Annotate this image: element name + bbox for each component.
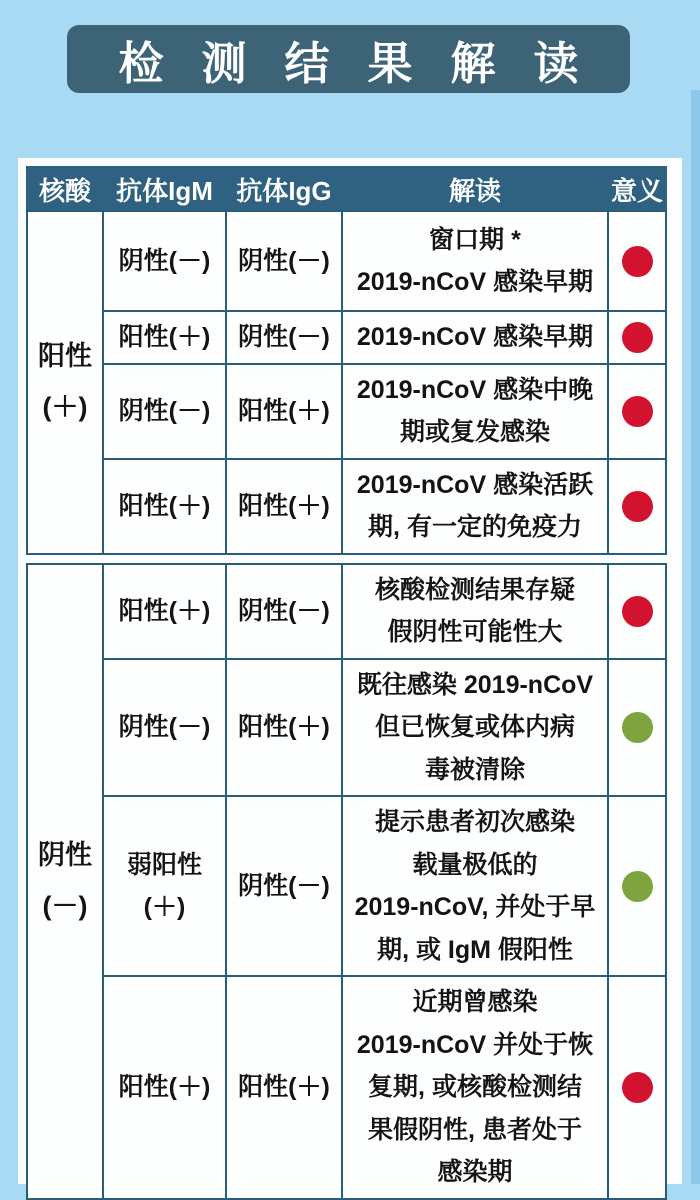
col-header-interpretation: 解读 [342,167,608,211]
col-header-igg: 抗体IgG [226,167,342,211]
title-banner [67,25,630,93]
igg-cell: 阴性(－) [226,796,342,976]
results-table-positive-section [26,166,667,555]
significance-dot [622,871,653,902]
col-header-significance: 意义 [608,167,666,211]
table-row [27,976,666,1199]
significance-dot [622,712,653,743]
interpretation-cell: 近期曾感染 2019-nCoV 并处于恢 复期, 或核酸检测结 果假阴性, 患者处于 感染期 [342,976,608,1199]
significance-cell [608,364,666,459]
col-header-igm: 抗体IgM [103,167,226,211]
interpretation-cell: 2019-nCoV 感染中晚 期或复发感染 [342,364,608,459]
interpretation-cell: 2019-nCoV 感染活跃 期, 有一定的免疫力 [342,459,608,554]
table-row [27,364,666,459]
significance-cell [608,796,666,976]
igg-cell: 阴性(－) [226,211,342,311]
significance-cell [608,211,666,311]
igg-cell: 阳性(＋) [226,459,342,554]
significance-dot [622,322,653,353]
significance-dot [622,596,653,627]
igm-cell: 阳性(＋) [103,976,226,1199]
results-table-negative-section [26,563,667,1200]
table-row [27,311,666,364]
igm-cell: 阴性(－) [103,364,226,459]
igg-cell: 阴性(－) [226,564,342,659]
table-row [27,564,666,659]
table-header-row [27,167,666,211]
significance-dot [622,246,653,277]
igg-cell: 阳性(＋) [226,364,342,459]
right-edge-strip [691,90,700,1184]
significance-cell [608,659,666,797]
nucleic-group-positive: 阳性 (＋) [27,211,103,554]
igm-cell: 阴性(－) [103,211,226,311]
interpretation-cell: 核酸检测结果存疑 假阴性可能性大 [342,564,608,659]
igm-cell: 阳性(＋) [103,311,226,364]
col-header-nucleic: 核酸 [27,167,103,211]
interpretation-cell: 2019-nCoV 感染早期 [342,311,608,364]
interpretation-cell: 既往感染 2019-nCoV 但已恢复或体内病 毒被清除 [342,659,608,797]
page-title: 检测结果解读 [118,37,617,89]
table-row [27,659,666,797]
igm-cell: 阳性(＋) [103,564,226,659]
significance-cell [608,976,666,1199]
igm-cell: 阴性(－) [103,659,226,797]
interpretation-cell: 窗口期 * 2019-nCoV 感染早期 [342,211,608,311]
significance-cell [608,311,666,364]
igg-cell: 阴性(－) [226,311,342,364]
igg-cell: 阳性(＋) [226,976,342,1199]
nucleic-group-negative: 阴性 (－) [27,564,103,1199]
igm-cell: 阳性(＋) [103,459,226,554]
table-card [18,158,682,1184]
interpretation-cell: 提示患者初次感染 载量极低的 2019-nCoV, 并处于早 期, 或 IgM 假阳性 [342,796,608,976]
significance-cell [608,564,666,659]
significance-dot [622,396,653,427]
igg-cell: 阳性(＋) [226,659,342,797]
significance-cell [608,459,666,554]
significance-dot [622,491,653,522]
table-row [27,211,666,311]
igm-cell: 弱阳性 (＋) [103,796,226,976]
table-row [27,796,666,976]
table-row [27,459,666,554]
significance-dot [622,1072,653,1103]
